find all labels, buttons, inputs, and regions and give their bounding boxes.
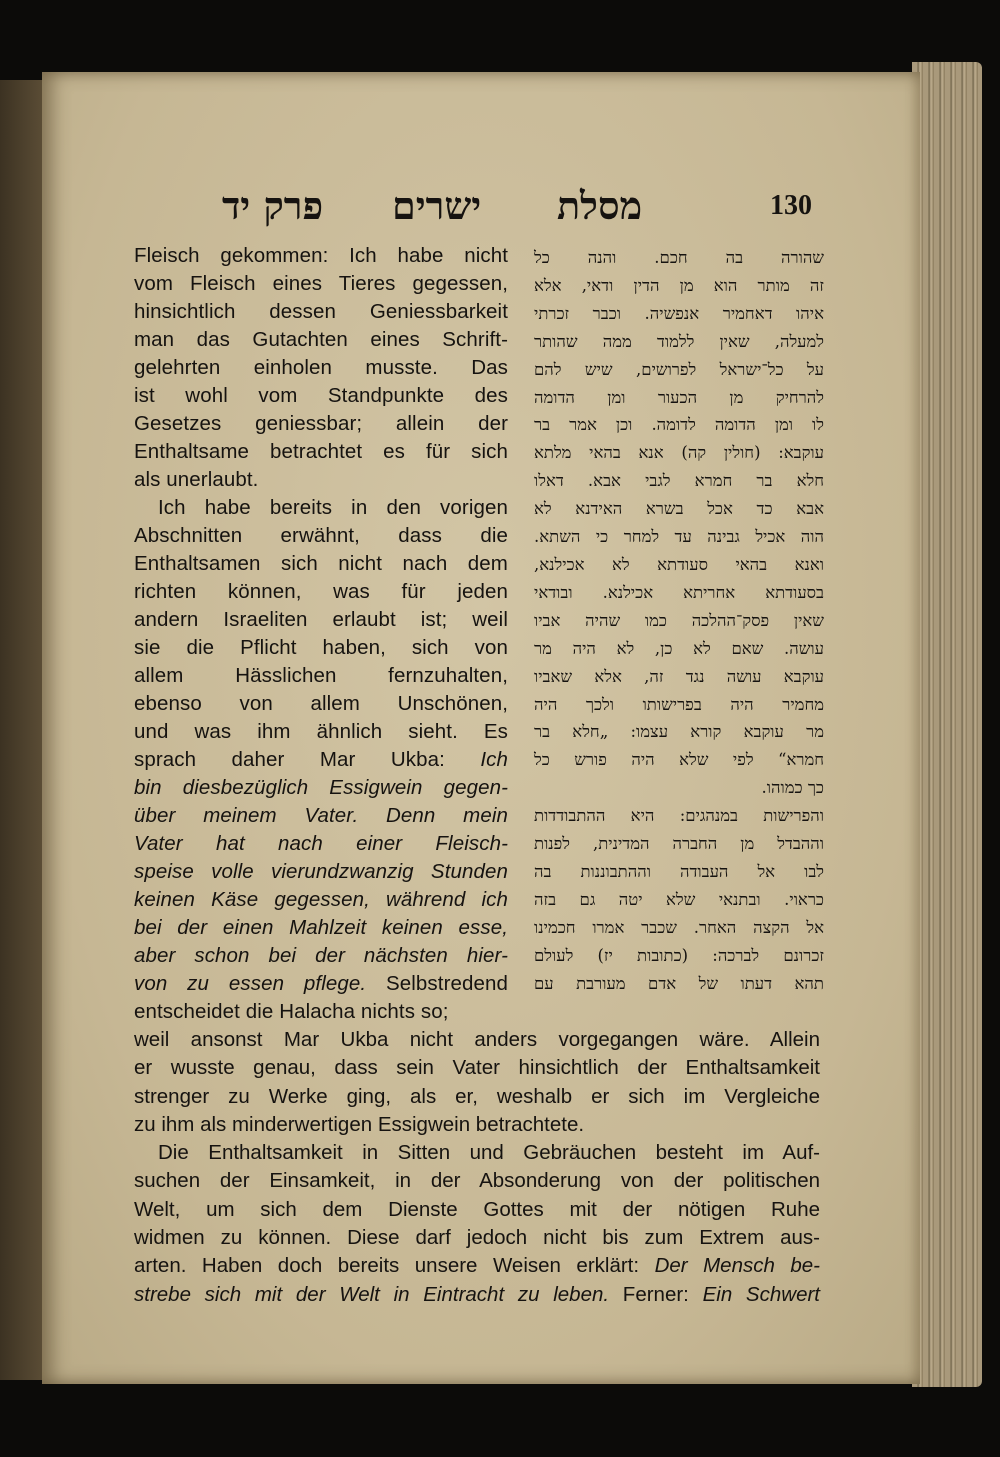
- text-run: Ferner:: [622, 1282, 689, 1306]
- text-line: Fleisch gekommen: Ich habe nicht: [134, 244, 508, 267]
- hebrew-line: חמרא“ לפי שלא היה פורש כל: [534, 750, 824, 770]
- italic-text-line: aber schon bei der nächsten hier-: [134, 944, 508, 967]
- italic-text-line: Vater hat nach einer Fleisch-: [134, 832, 508, 855]
- hebrew-line: תהא דעתו של אדם מעורבת עם: [534, 973, 824, 993]
- text-line: vom Fleisch eines Tieres gegessen,: [134, 272, 508, 295]
- text-line: [134, 1281, 820, 1309]
- page-stack-edges: [912, 62, 982, 1387]
- german-paragraph-2: [134, 494, 508, 1026]
- german-paragraph-1: [134, 242, 508, 494]
- text-line: gelehrten einholen musste. Das: [134, 356, 508, 379]
- hebrew-line: עוקבא עושה נגד זה, אלא שאביו: [534, 666, 824, 686]
- hebrew-line: לבו אל העבודה וההתבוננות בה: [534, 861, 824, 881]
- text-line: zu ihm als minderwertigen Essigwein betrachtete.: [134, 1112, 585, 1136]
- text-line: Ich habe bereits in den vorigen: [158, 496, 508, 519]
- hebrew-line: אל הקצה האחר. שכבר אמרו חכמינו: [534, 917, 824, 937]
- hebrew-line: כך כמוהו.: [761, 778, 824, 798]
- hebrew-line: זה מותר הוא מן הדין ודאי, אלא: [534, 275, 824, 295]
- text-run: Selbstredend: [386, 972, 509, 995]
- facing-page-edge: [0, 80, 42, 1380]
- hebrew-line: מר עוקבא קורא עצמו: „חלא בר: [534, 722, 824, 742]
- text-line: [134, 970, 508, 998]
- header-title-word2: ישרים: [392, 183, 482, 228]
- hebrew-line: זכרונם לברכה: (כתובות יז) לעולם: [534, 945, 824, 965]
- text-line: [134, 746, 508, 774]
- hebrew-line: מחמיר היה בפרישותו ולכך היה: [534, 694, 824, 714]
- text-run: arten. Haben doch bereits unsere Weisen erklärt:: [134, 1254, 640, 1278]
- text-line: ebenso von allem Unschönen,: [134, 692, 508, 715]
- text-line: allem Hässlichen fernzuhalten,: [134, 664, 508, 687]
- text-line: und was ihm ähnlich sieht. Es: [134, 720, 508, 743]
- text-line: hinsichtlich dessen Geniessbarkeit: [134, 300, 508, 323]
- italic-text-run: Der Mensch be-: [654, 1254, 820, 1278]
- text-line: sie die Pflicht haben, sich von: [134, 636, 508, 659]
- text-line: entscheidet die Halacha nichts so;: [134, 1000, 449, 1023]
- page-number: 130: [770, 190, 812, 221]
- text-line: [134, 1252, 820, 1280]
- hebrew-line: למעלה, שאין ללמוד ממה שהותר: [534, 331, 824, 351]
- text-line: strenger zu Werke ging, als er, weshalb er sich im Vergleiche: [134, 1084, 820, 1108]
- text-line: widmen zu können. Diese darf jedoch nicht bis zum Extrem aus-: [134, 1226, 820, 1250]
- full-width-text: [134, 1026, 820, 1309]
- text-line: als unerlaubt.: [134, 468, 259, 491]
- text-line: richten können, was für jeden: [134, 580, 508, 603]
- text-line: suchen der Einsamkeit, in der Absonderung von der politischen: [134, 1169, 820, 1193]
- italic-text-line: keinen Käse gegessen, während ich: [134, 888, 508, 911]
- header-title-word1: מסלת: [557, 183, 643, 228]
- text-line: Enthaltsame betrachtet es für sich: [134, 440, 508, 463]
- italic-text-line: bin diesbezüglich Essigwein gegen-: [134, 776, 508, 799]
- italic-text-line: speise volle vierundzwanzig Stunden: [134, 860, 508, 883]
- hebrew-line: עושה. שאם לא כן, לא היה מר: [534, 638, 824, 658]
- text-line: Gesetzes geniessbar; allein der: [134, 412, 508, 435]
- hebrew-line: כראוי. ובתנאי שלא יטה גם בזה: [534, 889, 824, 909]
- italic-text-line: über meinem Vater. Denn mein: [134, 804, 508, 827]
- hebrew-line: והפרישות במנהגים: היא ההתבודדות: [534, 806, 824, 826]
- hebrew-line: הוה אכיל גבינה עד למחר כי השתא.: [534, 527, 824, 547]
- hebrew-line: על כל־ישראל לפרושים, שיש להם: [534, 359, 824, 379]
- hebrew-line: איהו דאחמיר אנפשיה. וכבר זכרתי: [534, 303, 824, 323]
- italic-text-run: von zu essen pflege.: [134, 972, 367, 995]
- hebrew-line: להרחיק מן הכעור ומן הדומה: [534, 387, 824, 407]
- book-page: [42, 72, 920, 1384]
- text-line: Welt, um sich dem Dienste Gottes mit der nötigen Ruhe: [134, 1197, 820, 1221]
- text-run: sprach daher Mar Ukba:: [134, 748, 445, 771]
- german-column: [134, 242, 508, 1026]
- hebrew-line: שאין פסק־ההלכה כמו שהיה אביו: [534, 610, 824, 630]
- hebrew-column: [534, 244, 824, 997]
- text-line: er wusste genau, dass sein Vater hinsichtlich der Enthaltsamkeit: [134, 1056, 820, 1080]
- text-line: Abschnitten erwähnt, dass die: [134, 524, 508, 547]
- hebrew-line: ואנא בהאי סעודתא לא אכילנא,: [534, 554, 824, 574]
- hebrew-line: אבא כד אכל בשרא האידנא לא: [534, 499, 824, 519]
- hebrew-line: וההבדל מן החברה המדינית, לפנות: [534, 834, 824, 854]
- text-line: Die Enthaltsamkeit in Sitten und Gebräuchen besteht im Auf-: [158, 1141, 820, 1165]
- italic-text-run: Ich: [480, 748, 508, 771]
- text-line: Enthaltsamen sich nicht nach dem: [134, 552, 508, 575]
- hebrew-line: בסעודתא אחריתא אכילנא. ובודאי: [534, 582, 824, 602]
- text-line: andern Israeliten erlaubt ist; weil: [134, 608, 508, 631]
- italic-text-line: bei der einen Mahlzeit keinen esse,: [134, 916, 508, 939]
- text-line: weil ansonst Mar Ukba nicht anders vorgegangen wäre. Allein: [134, 1028, 820, 1051]
- hebrew-line: שהורה בה חכם. והנה כל: [534, 248, 824, 267]
- text-line: ist wohl vom Standpunkte des: [134, 384, 508, 407]
- italic-text-run: Ein Schwert: [702, 1282, 820, 1306]
- hebrew-line: חלא בר חמרא לגבי אבא. דאלו: [534, 471, 824, 491]
- hebrew-line: עוקבא: (חולין קה) אנא בהאי מלתא: [534, 443, 824, 463]
- hebrew-line: לו ומן הדומה לדומה. וכן אמר בר: [534, 415, 824, 435]
- italic-text-run: strebe sich mit der Welt in Eintracht zu leben.: [134, 1282, 610, 1306]
- running-header: [222, 182, 822, 232]
- header-chapter: פרק יד: [222, 183, 324, 228]
- text-line: man das Gutachten eines Schrift-: [134, 328, 508, 351]
